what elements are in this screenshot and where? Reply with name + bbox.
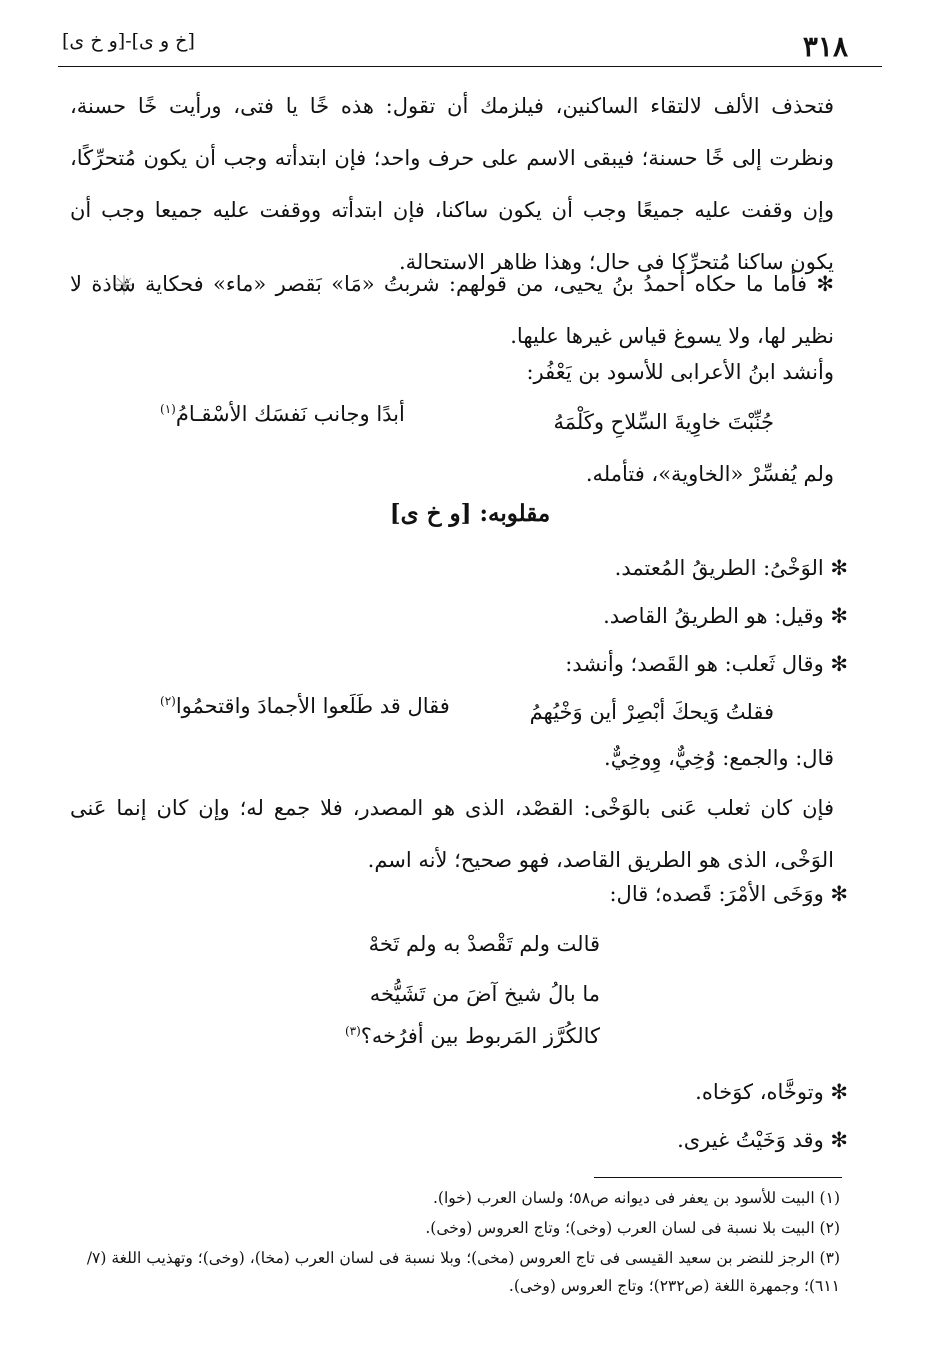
footnote-divider bbox=[594, 1177, 842, 1178]
rajaz-line-2: ما بالُ شيخ آضَ من تَشَيُّخه bbox=[369, 982, 600, 1006]
rajaz-line-1: قالت ولم تَقْصدْ به ولم تَخهْ bbox=[368, 932, 600, 956]
footnote-2: (٢) البيت بلا نسبة فى لسان العرب (وخى)؛ وتاج العروس (وخى). bbox=[425, 1219, 840, 1237]
verse-2-second-text: فقال قد طَلَعوا الأجمادَ واقتحمُوا bbox=[175, 694, 450, 718]
paragraph-3: فإن كان ثعلب عَنى بالوَخْى: القصْد، الذى هو المصدر، فلا جمع له؛ وإن كان إنما عَنى الوَخْى، الذى هو الطريق القاصد، فهو صحيح؛ لأنه اسم. bbox=[70, 796, 834, 872]
plural-line: قال: والجمع: وُخِيٌّ، وِوخِيٌّ. bbox=[604, 746, 834, 770]
entry-5: ✻ وتوخَّاه، كوَخاه. bbox=[695, 1080, 848, 1104]
header-divider bbox=[58, 66, 882, 67]
section-heading: مقلوبه: [و خ ى] bbox=[389, 500, 551, 527]
rajaz-line-3-text: كالكُرَّز المَربوط بين أفرُخه؟ bbox=[360, 1024, 600, 1048]
footnote-ref-3: (٣) bbox=[344, 1024, 361, 1038]
paragraph-1: فتحذف الألف لالتقاء الساكنين، فيلزمك أن تقول: هذه خًا يا فتى، ورأيت خًا حسنة، ونظرت إلى خًا حسنة؛ فيبقى الاسم على حرف واحد؛ فإن ابتدأته وجب أن يكون مُتحرِّكًا، وإن وقفت عليه جميعًا وجب أن يكون ساكنا، فإن ابتدأته ووقفت عليه جميعا وجب أن يكون ساكنا مُتحرِّكا فى حال؛ وهذا ظاهر الاستحالة. bbox=[70, 94, 834, 274]
verse-1-second-hemistich bbox=[160, 402, 405, 426]
verse-intro-1: وأنشد ابنُ الأعرابى للأسود بن يَعْفُر: bbox=[526, 360, 834, 384]
verse-2-first-hemistich: فقلتُ وَيحكَ أبْصِرْ أين وَخْيُهمُ bbox=[529, 700, 774, 724]
paragraph-2: ✻ فأما ما حكاه أحمدُ بنُ يحيى، من قولهم: شربتُ «مَا» بَقصر «ماء» فحكاية شاذة لا نظير لها، ولا يسوغ قياس غيرها عليها. bbox=[70, 272, 834, 348]
entry-3: ✻ وقال ثَعلب: هو القَصد؛ وأنشد: bbox=[565, 652, 848, 676]
footnote-ref-2: (٢) bbox=[160, 694, 176, 708]
footnote-3: (٣) الرجز للنضر بن سعيد القيسى فى تاج العروس (مخى)؛ وبلا نسبة فى لسان العرب (مخا)، (وخى)؛ وتهذيب اللغة (٧/ ٦١١)؛ وجمهرة اللغة (ص٢٣٢)؛ وتاج العروس (وخى). bbox=[86, 1249, 840, 1295]
entry-2: ✻ وقيل: هو الطريقُ القاصد. bbox=[603, 604, 848, 628]
verse-2-second-hemistich bbox=[160, 694, 450, 718]
rajaz-line-3 bbox=[345, 1024, 600, 1048]
entry-4: ✻ ووَخَى الأمْرَ: قَصده؛ قال: bbox=[609, 882, 848, 906]
footnote-1: (١) البيت للأسود بن يعفر فى ديوانه ص٥٨؛ ولسان العرب (خوا). bbox=[433, 1189, 840, 1207]
page-number: ٣١٨ bbox=[802, 30, 848, 63]
tafsir-line: ولم يُفسِّرْ «الخاوية»، فتأمله. bbox=[585, 462, 834, 486]
verse-1-second-text: أبدًا وجانب نَفسَك الأسْقـامُ bbox=[175, 402, 405, 426]
entry-6: ✻ وقد وَخَيْتُ غيرى. bbox=[677, 1128, 848, 1152]
entry-1: ✻ الوَخْىُ: الطريقُ المُعتمد. bbox=[614, 556, 848, 580]
running-header-root: [خ و ى]-[و خ ى] bbox=[62, 30, 195, 52]
verse-1-first-hemistich: جُنِّبْتَ خاوِيةَ السِّلاحِ وكَلْمَهُ bbox=[553, 410, 774, 434]
footnote-ref-1: (١) bbox=[160, 402, 176, 416]
